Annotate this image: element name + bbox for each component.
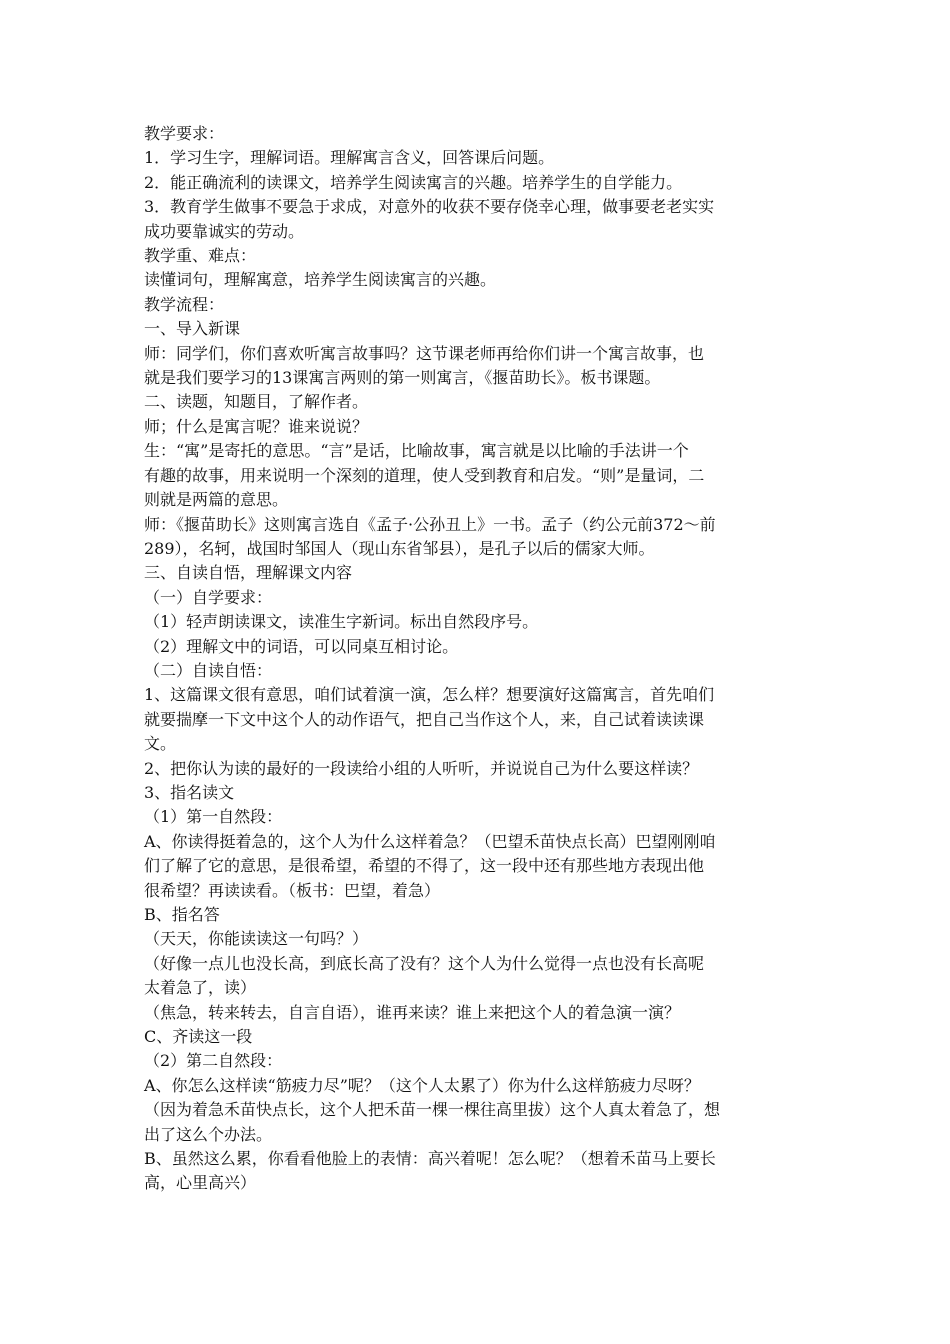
subsection-title: （1）第一自然段： — [144, 807, 283, 827]
paragraph-line: （天天，你能读读这一句吗？） — [144, 929, 369, 949]
paragraph-line: 文。 — [144, 734, 177, 754]
paragraph-line: （因为着急禾苗快点长，这个人把禾苗一棵一棵往高里拔）这个人真太着急了，想 — [144, 1100, 721, 1120]
paragraph-line: A、你读得挺着急的，这个人为什么这样着急？（巴望禾苗快点长高）巴望刚刚咱 — [144, 831, 716, 851]
paragraph-line: 师；什么是寓言呢？谁来说说？ — [144, 416, 369, 436]
paragraph-line: （好像一点儿也没长高，到底长高了没有？这个人为什么觉得一点也没有长高呢 — [144, 953, 705, 973]
paragraph-line: 太着急了，读） — [144, 978, 257, 998]
section-2-title: 二、读题，知题目，了解作者。 — [144, 392, 369, 412]
list-item: （1）轻声朗读课文，读准生字新词。标出自然段序号。 — [144, 612, 539, 632]
paragraph-line: 师：同学们，你们喜欢听寓言故事吗？这节课老师再给你们讲一个寓言故事，也 — [144, 343, 705, 363]
paragraph-line: 1、这篇课文很有意思，咱们试着演一演，怎么样？想要演好这篇寓言，首先咱们 — [144, 685, 715, 705]
paragraph-line: A、你怎么这样读“筋疲力尽”呢？（这个人太累了）你为什么这样筋疲力尽呀？ — [144, 1075, 700, 1095]
requirement-1: 1．学习生字，理解词语。理解寓言含义，回答课后问题。 — [144, 148, 555, 168]
subsection-title: （二）自读自悟： — [144, 660, 273, 680]
heading-key-points: 教学重、难点： — [144, 246, 257, 266]
paragraph-line: 289），名轲，战国时邹国人（现山东省邹县），是孔子以后的儒家大师。 — [144, 538, 655, 558]
subsection-title: （一）自学要求： — [144, 587, 273, 607]
requirement-3-part-2: 成功要靠诚实的劳动。 — [144, 221, 305, 241]
section-3-title: 三、自读自悟，理解课文内容 — [144, 563, 353, 583]
requirement-2: 2．能正确流利的读课文，培养学生阅读寓言的兴趣。培养学生的自学能力。 — [144, 172, 683, 192]
paragraph-line: 们了解了它的意思，是很希望，希望的不得了，这一段中还有那些地方表现出他 — [144, 856, 705, 876]
subsection-title: （2）第二自然段： — [144, 1051, 283, 1071]
paragraph-line: 就要揣摩一下文中这个人的动作语气，把自己当作这个人，来，自己试着读读课 — [144, 709, 705, 729]
key-points-text: 读懂词句，理解寓意，培养学生阅读寓言的兴趣。 — [144, 270, 497, 290]
paragraph-line: 师：《揠苗助长》这则寓言选自《孟子·公孙丑上》一书。孟子（约公元前372～前 — [144, 514, 716, 534]
paragraph-line: 高，心里高兴） — [144, 1173, 257, 1193]
paragraph-line: B、虽然这么累，你看看他脸上的表情：高兴着呢！怎么呢？（想着禾苗马上要长 — [144, 1149, 716, 1169]
heading-teaching-requirements: 教学要求： — [144, 124, 225, 143]
heading-teaching-process: 教学流程： — [144, 294, 225, 314]
list-item: B、指名答 — [144, 905, 220, 924]
paragraph-line: 2、把你认为读的最好的一段读给小组的人听听，并说说自己为什么要这样读？ — [144, 758, 699, 778]
paragraph-line: 出了这么个办法。 — [144, 1124, 273, 1144]
requirement-3-part-1: 3．教育学生做事不要急于求成，对意外的收获不要存侥幸心理，做事要老老实实 — [144, 197, 715, 217]
paragraph-line: 生：“寓”是寄托的意思。“言”是话，比喻故事，寓言就是以比喻的手法讲一个 — [144, 441, 689, 461]
list-item: 3、指名读文 — [144, 782, 235, 802]
paragraph-line: （焦急，转来转去，自言自语），谁再来读？谁上来把这个人的着急演一演？ — [144, 1002, 681, 1022]
paragraph-line: 就是我们要学习的13课寓言两则的第一则寓言，《揠苗助长》。板书课题。 — [144, 368, 661, 388]
section-1-title: 一、导入新课 — [144, 319, 241, 339]
list-item: （2）理解文中的词语，可以同桌互相讨论。 — [144, 636, 459, 656]
paragraph-line: 很希望？再读读看。（板书：巴望，着急） — [144, 880, 441, 900]
document-body — [144, 122, 814, 1196]
paragraph-line: 则就是两篇的意思。 — [144, 490, 289, 510]
list-item: C、齐读这一段 — [144, 1027, 253, 1047]
paragraph-line: 有趣的故事，用来说明一个深刻的道理，使人受到教育和启发。“则”是量词，二 — [144, 465, 705, 485]
